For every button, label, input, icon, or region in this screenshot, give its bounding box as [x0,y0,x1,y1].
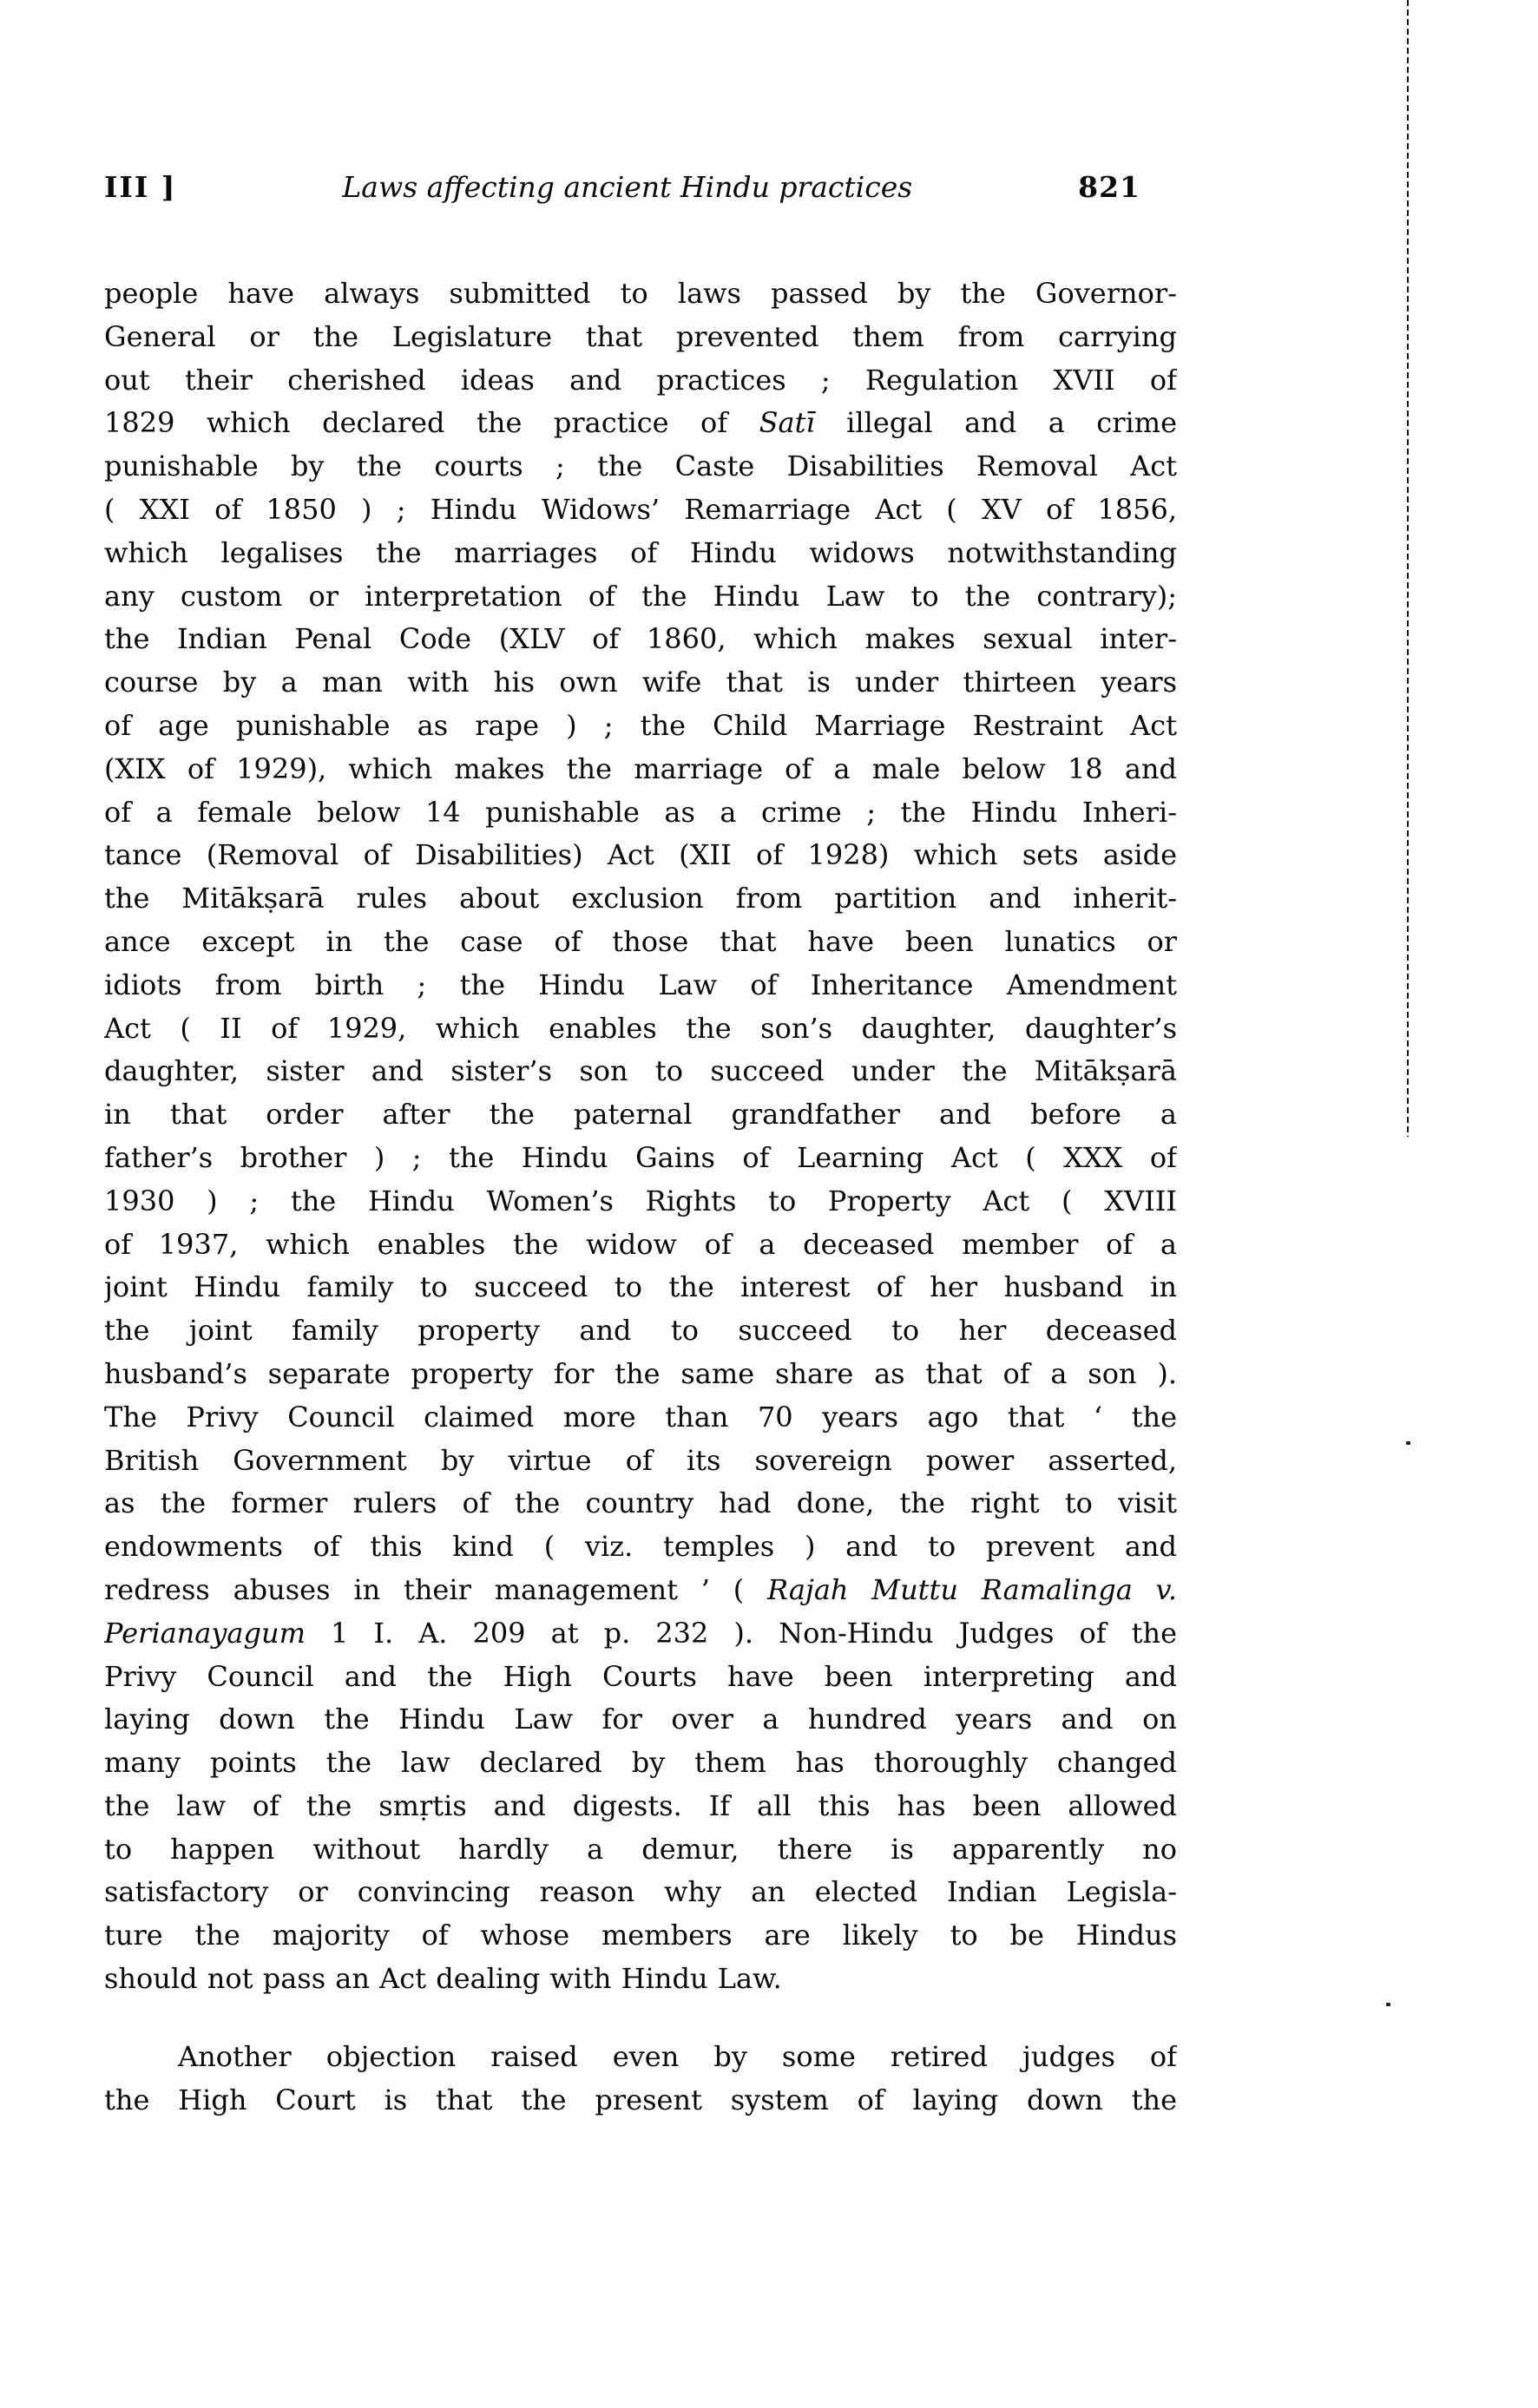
text-segment: General or the Legislature that prevented them from carrying [104,319,1177,353]
text-line [104,791,1177,835]
text-line [104,1440,1177,1483]
scan-speck [1406,1441,1410,1445]
text-line [104,661,1177,705]
text-segment: ( XXI of 1850 ) ; Hindu Widows’ Remarriage Act ( XV of 1856, [104,492,1177,526]
text-segment: satisfactory or convincing reason why an elected Indian Legisla- [104,1875,1177,1909]
text-segment: of 1937, which enables the widow of a deceased member of a [104,1227,1177,1261]
text-line [104,618,1177,661]
text-segment: 1829 which declared the practice of [104,406,759,440]
text-segment: laying down the Hindu Law for over a hundred years and on [104,1703,1177,1736]
text-segment: the High Court is that the present system of laying down the [104,2083,1177,2116]
text-segment: any custom or interpretation of the Hindu Law to the contrary); [104,579,1177,613]
text-line [104,964,1177,1007]
text-segment: as the former rulers of the country had done, the right to visit [104,1486,1177,1520]
text-line [104,705,1177,748]
text-line [104,1698,1177,1742]
text-line [104,272,1177,316]
text-line [104,1137,1177,1180]
text-line [104,1007,1177,1051]
text-segment: to happen without hardly a demur, there is apparently no [104,1832,1177,1866]
text-line [104,748,1177,791]
text-segment: 1930 ) ; the Hindu Women’s Rights to Property Act ( XVIII [104,1184,1177,1217]
text-line [104,402,1177,445]
text-segment: (XIX of 1929), which makes the marriage of a male below 18 and [104,751,1177,785]
text-segment: of age punishable as rape ) ; the Child Marriage Restraint Act [104,708,1177,742]
text-line [104,1266,1177,1309]
page-number: 821 [1078,170,1140,204]
text-line [104,1180,1177,1224]
text-line [104,1612,1177,1656]
italic-text-segment: Perianayagum [104,1616,306,1650]
text-line [104,877,1177,921]
text-line [104,1224,1177,1267]
text-line [104,532,1177,575]
text-segment: British Government by virtue of its sovereign power asserted, [104,1443,1177,1477]
text-segment: should not pass an Act dealing with Hindu Law. [104,1962,782,1996]
text-line [104,1309,1177,1353]
text-segment: Privy Council and the High Courts have been interpreting and [104,1659,1177,1693]
italic-text-segment: Satī [759,406,815,440]
text-segment: the joint family property and to succeed to her deceased [104,1314,1177,1348]
text-line [104,1742,1177,1785]
text-segment: out their cherished ideas and practices ; Regulation XVII of [104,363,1177,397]
text-line [104,1914,1177,1958]
text-segment: many points the law declared by them has thoroughly changed [104,1746,1177,1780]
page-edge-rule [1407,0,1409,1137]
text-segment: which legalises the marriages of Hindu widows notwithstanding [104,535,1177,569]
text-line [104,921,1177,964]
text-line [104,1828,1177,1872]
text-segment: people have always submitted to laws passed by the Governor- [104,277,1177,310]
text-line [104,1482,1177,1526]
text-line [104,1569,1177,1612]
scan-speck [1386,2003,1390,2006]
text-segment: idiots from birth ; the Hindu Law of Inheritance Amendment [104,968,1177,1001]
text-segment: tance (Removal of Disabilities) Act (XII of 1928) which sets aside [104,838,1177,872]
text-line [104,316,1177,359]
text-line [104,1396,1177,1440]
text-segment: ture the majority of whose members are likely to be Hindus [104,1919,1177,1952]
text-block [104,272,1177,2122]
text-segment: joint Hindu family to succeed to the interest of her husband in [104,1270,1177,1304]
text-segment: husband’s separate property for the same share as that of a son ). [104,1356,1177,1390]
text-segment: the Indian Penal Code (XLV of 1860, which makes sexual inter- [104,622,1177,656]
text-segment: endowments of this kind ( viz. temples ) and to prevent and [104,1530,1177,1564]
text-segment: the Mitākṣarā rules about exclusion from partition and inherit- [104,882,1177,915]
text-line [104,1526,1177,1569]
text-segment: Another objection raised even by some retired judges of [178,2039,1177,2073]
text-line [104,1093,1177,1137]
text-line [104,1785,1177,1828]
paragraph [104,2036,1177,2123]
running-title: Laws affecting ancient Hindu practices [342,170,913,204]
text-segment: father’s brother ) ; the Hindu Gains of Learning Act ( XXX of [104,1140,1177,1174]
text-segment: punishable by the courts ; the Caste Disabilities Removal Act [104,449,1177,483]
text-line [104,1958,1177,2001]
text-segment: The Privy Council claimed more than 70 years ago that ‘ the [104,1400,1177,1434]
text-segment: of a female below 14 punishable as a crime ; the Hindu Inheri- [104,795,1177,829]
text-segment: daughter, sister and sister’s son to succeed under the Mitākṣarā [104,1054,1177,1088]
text-line [104,2079,1177,2123]
text-segment: illegal and a crime [814,406,1177,440]
text-line [104,489,1177,532]
italic-text-segment: Rajah Muttu Ramalinga v. [767,1572,1177,1606]
text-line [104,1050,1177,1093]
text-segment: the law of the smṛtis and digests. If all this has been allowed [104,1788,1177,1822]
text-line [104,1353,1177,1396]
text-line [104,575,1177,619]
paragraph [104,272,1177,2001]
text-line [104,445,1177,489]
text-line [104,359,1177,403]
text-segment: in that order after the paternal grandfather and before a [104,1098,1177,1132]
text-line [104,1871,1177,1914]
text-line [104,2036,1177,2079]
text-segment: course by a man with his own wife that is under thirteen years [104,666,1177,699]
text-line [104,1656,1177,1699]
text-segment: 1 I. A. 209 at p. 232 ). Non-Hindu Judges of the [305,1616,1177,1650]
text-segment: Act ( II of 1929, which enables the son’s daughter, daughter’s [104,1011,1177,1045]
text-segment: redress abuses in their management ’ ( [104,1572,767,1606]
page-header [104,170,1177,204]
text-line [104,834,1177,877]
chapter-folio: III ] [104,170,177,204]
text-segment: ance except in the case of those that have been lunatics or [104,924,1177,958]
